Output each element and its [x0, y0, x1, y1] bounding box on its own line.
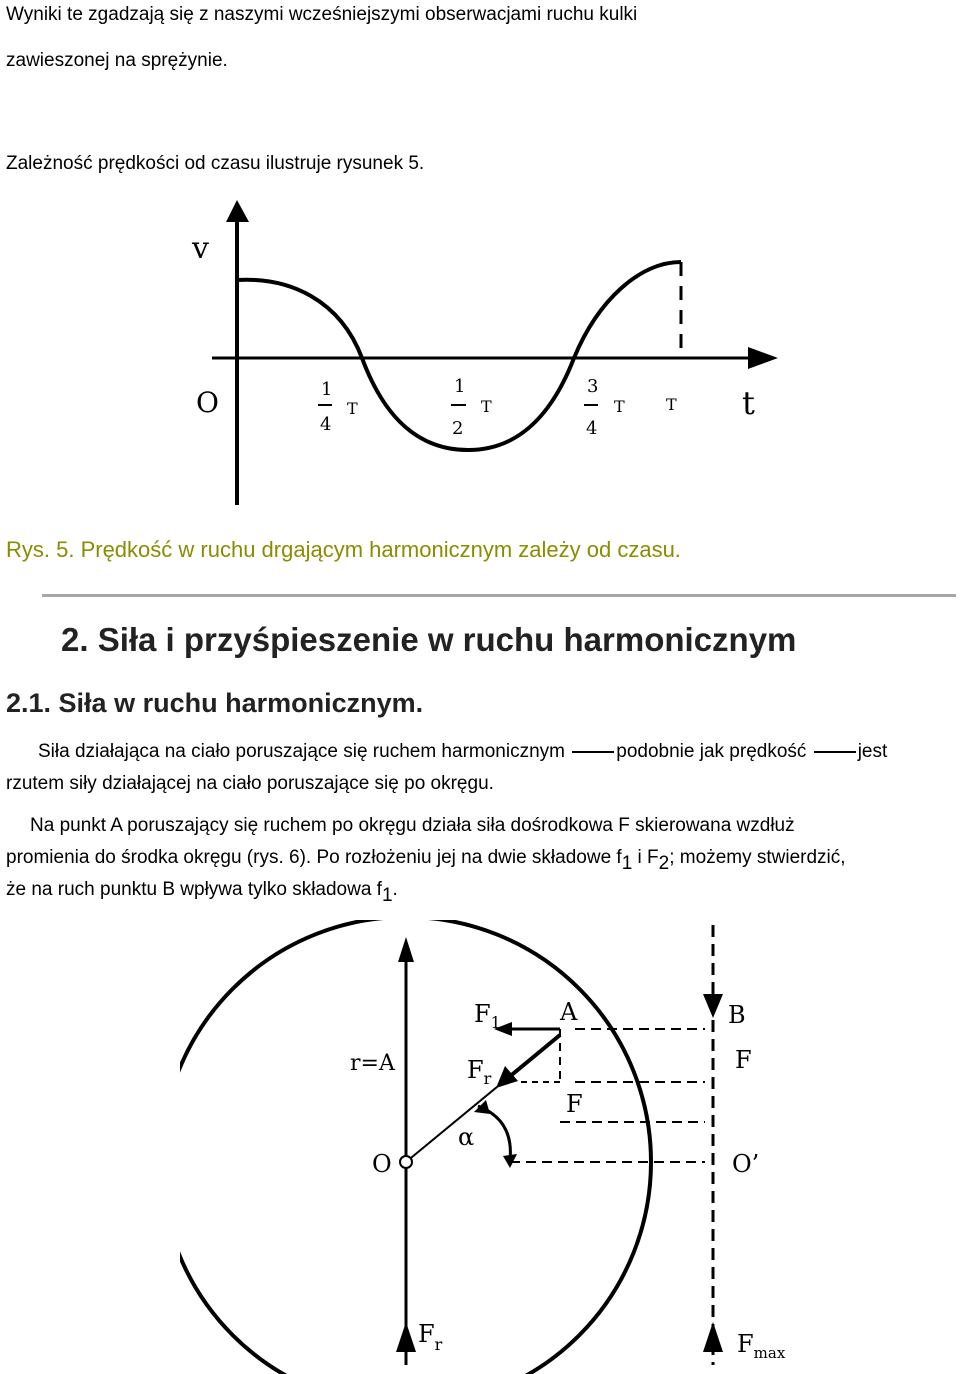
tick-half	[451, 376, 492, 439]
circular-motion-figure	[180, 920, 800, 1374]
em-dash	[572, 751, 614, 753]
intro-line-2: zawieszonej na sprężynie.	[6, 50, 228, 71]
label-F1: $F_1$	[474, 1000, 501, 1032]
label-F-right: F	[735, 1046, 752, 1074]
tick-three-quarter	[584, 376, 625, 439]
tick-half-den: 2	[452, 418, 464, 439]
right-axis-down-arrowhead	[703, 994, 723, 1018]
figure-5-caption: Rys. 5. Prędkość w ruchu drgającym harmonicznym zależy od czasu.	[6, 537, 681, 562]
tick-quarter-T: T	[347, 399, 358, 418]
velocity-time-graph	[180, 190, 800, 520]
label-Fr-bottom: $F_r$	[418, 1320, 443, 1354]
force-F-arrow	[508, 1035, 560, 1078]
t-label: t	[742, 384, 755, 422]
v-axis-arrowhead	[226, 200, 249, 222]
label-Fr: $F_r$	[467, 1056, 492, 1088]
label-r-eq-A: r=A	[350, 1051, 395, 1076]
intro-line-1: Wyniki te zgadzają się z naszymi wcześniejszymi obserwacjami ruchu kulki	[6, 4, 638, 25]
v-label: v	[192, 231, 209, 266]
left-axis-top-arrowhead	[398, 937, 414, 962]
label-F-mid: F	[566, 1090, 583, 1118]
right-axis-bottom-arrowhead	[703, 1322, 723, 1352]
center-point-O	[400, 1156, 412, 1168]
tick-three-quarter-num: 3	[587, 376, 599, 397]
tick-T: T	[666, 395, 677, 414]
motion-circle	[180, 920, 651, 1374]
subscript-2: 2	[658, 853, 670, 874]
intro-line-3: Zależność prędkości od czasu ilustruje rysunek 5.	[6, 153, 425, 174]
paragraph-2-line-3-a: że na ruch punktu B wpływa tylko składowa f	[6, 879, 382, 900]
angle-arc-arrowhead-top	[474, 1100, 490, 1114]
paragraph-1	[6, 736, 956, 800]
tick-quarter	[318, 379, 358, 435]
label-O: O	[372, 1150, 392, 1178]
paragraph-2-line-2-b: i F	[632, 847, 659, 868]
left-axis-bottom-arrowhead	[396, 1322, 416, 1352]
subsection-heading: 2.1. Siła w ruchu harmonicznym.	[6, 688, 424, 718]
paragraph-2-line-3	[6, 874, 958, 906]
tick-three-quarter-T: T	[614, 397, 625, 416]
angle-arc	[478, 1106, 510, 1160]
t-axis-arrowhead	[748, 347, 778, 369]
subscript-1: 1	[621, 853, 633, 874]
label-B: B	[728, 1001, 746, 1029]
paragraph-2-line-2-c: ; możemy stwierdzić,	[669, 847, 846, 868]
paragraph-2-line-3-b: .	[392, 879, 398, 900]
tick-quarter-num: 1	[321, 379, 333, 400]
section-divider	[42, 594, 956, 597]
paragraph-2	[6, 810, 958, 906]
subscript-3: 1	[381, 885, 393, 906]
label-Fmax: $F_{max}$	[737, 1330, 786, 1362]
paragraph-1-line-2: rzutem siły działającej na ciało poruszające się po okręgu.	[6, 773, 494, 794]
label-alpha: α	[458, 1123, 475, 1151]
label-A: A	[560, 998, 578, 1026]
section-heading: 2. Siła i przyśpieszenie w ruchu harmonicznym	[61, 621, 797, 658]
tick-quarter-den: 4	[320, 414, 332, 435]
force-F-arrowhead	[496, 1066, 518, 1088]
tick-three-quarter-den: 4	[586, 418, 598, 439]
paragraph-2-line-1: Na punkt A poruszający się ruchem po okręgu działa siła dośrodkowa F skierowana wzdłuż	[30, 815, 795, 836]
origin-label: O	[196, 386, 219, 419]
paragraph-1-part-1: Siła działająca na ciało poruszające się ruchem harmonicznym	[38, 741, 565, 762]
paragraph-2-line-2-a: promienia do środka okręgu (rys. 6). Po rozłożeniu jej na dwie składowe f	[6, 847, 622, 868]
tick-half-T: T	[481, 397, 492, 416]
label-O-prime: O’	[732, 1150, 760, 1178]
paragraph-1-part-2: podobnie jak prędkość	[616, 741, 807, 762]
tick-half-num: 1	[454, 376, 466, 397]
paragraph-1-part-3: jest	[857, 741, 888, 762]
paragraph-2-line-2	[6, 842, 958, 874]
em-dash	[814, 751, 856, 753]
